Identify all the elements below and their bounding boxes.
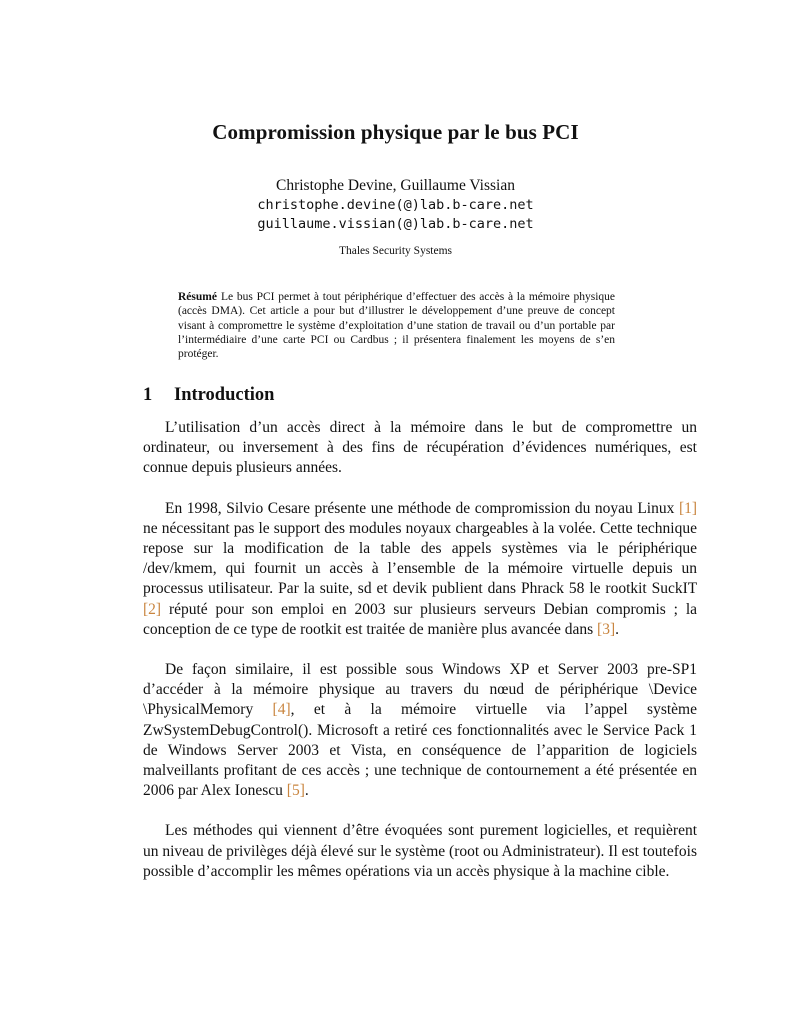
paragraph-3 <box>143 660 697 801</box>
affiliation: Thales Security Systems <box>338 245 453 257</box>
abstract <box>178 290 615 361</box>
author-email-vissian: guillaume.vissian(@)lab.b-care.net <box>257 216 534 232</box>
paragraph-text: ne nécessitant pas le support des modules noyaux chargeables à la volée. Cette technique repose sur la modification de la table des appels systèmes via le périphérique /dev/kmem, qui fournit un accès à l’ensemble de la mémoire virtuelle depuis un processus utilisateur. Par la suite, sd et devik publient dans Phrack 58 le rootkit SuckIT <box>143 519 697 598</box>
paragraph-text: . <box>304 782 309 800</box>
paragraph-text: L’utilisation d’un accès direct à la mémoire dans le but de compromettre un ordinateur, ou inversement à des fins de récupération d’évidences numériques, est connue depuis plusieurs années. <box>143 419 697 477</box>
paragraph-4 <box>143 821 697 882</box>
citation-link-2[interactable]: [2] <box>143 600 162 618</box>
paper-title: Compromission physique par le bus PCI <box>212 120 579 144</box>
paragraph-1 <box>143 418 697 479</box>
citation-link-5[interactable]: [5] <box>286 782 305 800</box>
abstract-text: Le bus PCI permet à tout périphérique d’effectuer des accès à la mémoire physique (accès DMA). Cet article a pour but d’illustrer le développement d’une preuve de concept visant à compromettre le système d’exploitation d’une station de travail ou d’un portable par l’intermédiaire d’une carte PCI ou Cardbus ; il présentera finalement les moyens de s’en protéger. <box>178 291 615 361</box>
section-heading <box>143 385 274 406</box>
paragraph-text: Les méthodes qui viennent d’être évoquées sont purement logicielles, et requièrent un niveau de privilèges déjà élevé sur le système (root ou Administrateur). Il est toutefois possible d’accomplir les mêmes opérations via un accès physique à la machine cible. <box>143 822 697 880</box>
section-body <box>143 418 697 902</box>
paragraph-text: . <box>615 620 619 638</box>
abstract-label: Résumé <box>178 291 217 303</box>
paragraph-text: De façon similaire, il est possible sous Windows XP et Server 2003 pre-SP1 d’accéder à la mémoire physique au travers du nœud de périphérique \Device \PhysicalMemory <box>143 661 697 719</box>
citation-link-1[interactable]: [1] <box>678 499 698 517</box>
paragraph-2 <box>143 499 697 640</box>
author-list: Christophe Devine, Guillaume Vissian <box>275 177 515 194</box>
section-title: Introduction <box>174 385 275 405</box>
author-email-devine: christophe.devine(@)lab.b-care.net <box>257 197 534 213</box>
citation-link-4[interactable]: [4] <box>272 701 291 719</box>
paragraph-text: réputé pour son emploi en 2003 sur plusieurs serveurs Debian compromis ; la conception de ce type de rootkit est traitée de manière plus avancée dans <box>143 600 698 638</box>
paragraph-text: En 1998, Silvio Cesare présente une méthode de compromission du noyau Linux <box>165 499 675 517</box>
citation-link-3[interactable]: [3] <box>597 620 616 638</box>
section-number: 1 <box>143 385 153 405</box>
paragraph-text: , et à la mémoire virtuelle via l’appel système ZwSystemDebugControl(). Microsoft a retiré ces fonctionnalités avec le Service Pack 1 de Windows Server 2003 et Vista, en conséquence de l’apparition de logiciels malveillants profitant de ces accès ; une technique de contournement a été présentée en 2006 par Alex Ionescu <box>143 701 697 800</box>
